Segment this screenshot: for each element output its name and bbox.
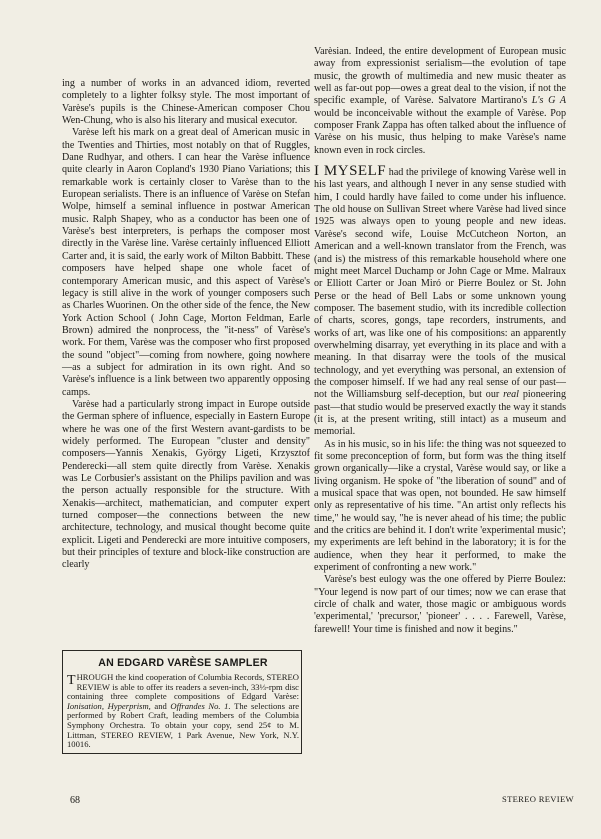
sampler-box [62, 650, 302, 754]
article-paragraph: I MYSELF had the privilege of knowing Varèse well in his last years, and although I never in any sense studied with him, I could hardly have failed to come under his influence. The old house on Sullivan Street where Varèse had lived since 1925 was always open to young people and new ideas. Varèse's second wife, Louise McCutcheon Norton, an American and a well-known translator from the French, was (and is) the mistress of this remarkable household where one might meet Marcel Duchamp or John Cage or Mme. Malraux or Elliott Carter or Joan Miró or Pierre Boulez or St. John Perse or the head of Bell Labs or some unknown young composer. The basement studio, with its incredible collection of charts, scores, gongs, tape recorders, instruments, and works of art, was like one of his compositions: an apparently overwhelming disarray, yet everything in its place and with a meaning. In that disarray were the tools of the musical technology, and yet everything was personal, an extension of the composer himself. If we had any real sense of our past—not the Williamsburg self-deception, but our real pioneering past—that studio would be preserved exactly the way it stands (it is, at the present writing, still intact) as a museum and memorial. [314, 163, 567, 438]
section-lead: I MYSELF [314, 163, 387, 180]
sampler-title: AN EDGARD VARÈSE SAMPLER [98, 657, 268, 669]
sampler-work-offrandes: Offrandes No. 1. [170, 700, 231, 711]
page-number: 68 [70, 795, 80, 806]
article-paragraph: Varèsian. Indeed, the entire development of European music away from expressionist serialism—the evolution of tape music, the growth of multimedia and new music theater as well as far-out pop—owes a great deal to the vision, if not the specific example, of Varèse. Salvatore Martirano's L's G A would be inconceivable without the example of Varèse. Pop composer Frank Zappa has often talked about the influence of Varèse on his music, thus helping to make Varèse's name known even in rock circles. [314, 46, 566, 156]
left-column [62, 78, 310, 572]
sampler-works: Ionisation, Hyperprism, [67, 700, 151, 711]
article-paragraph: As in his music, so in his life: the thing was not squeezed to fit some preconception of form, but form was the thing itself grown organically—like a crystal, Varèse would say, or like a living organism. He spoke of "the liberation of sound" and of a musical space that was open, not bounded. He saw himself only as representative of his time. "An artist only reflects his time," he would say, "he is never ahead of his time; the public and the critics are behind it. I don't write 'experimental music'; my experiments are left behind in the laboratory; it is for the audience, when they hear it performed, to make the experiment of confronting a new work." [314, 438, 566, 574]
article-paragraph: ing a number of works in an advanced idiom, reverted completely to a lighter folksy style. The most important of Varèse's pupils is the Chinese-American composer Chou Wen-Chung, who is also his literary and musical executor. [62, 78, 310, 127]
sampler-text: THROUGH the kind cooperation of Columbia Records, STEREO REVIEW is able to offer its readers a seven-inch, 33⅓-rpm disc containing three complete compositions of Edgard Varèse: Ionisation, Hyperprism, and Offrandes No. 1. The selections are performed by Robert Craft, leading members of the Columbia Symphony Orchestra. To obtain your copy, send 25¢ to M. Littman, STEREO REVIEW, 1 Park Avenue, New York, N.Y. 10016. [67, 672, 300, 750]
work-title: L's G A [531, 95, 566, 107]
sampler-drop-cap: T [67, 673, 76, 688]
magazine-name: STEREO REVIEW [502, 794, 574, 804]
right-column [314, 46, 566, 636]
article-paragraph: Varèse's best eulogy was the one offered by Pierre Boulez: "Your legend is now part of our times; now we can erase that circle of chalk and water, those magic or ambiguous words 'experimental,' 'precursor,' 'pioneer' . . . . Farewell, Varèse, farewell! Your time is finished and now it begins." [314, 574, 566, 635]
article-paragraph: Varèse left his mark on a great deal of American music in the Twenties and Thirties, most notably on that of Ruggles, Dane Rudhyar, and others. I can hear the Varèse influence quite clearly in Aaron Copland's 1930 Piano Variations; this remarkable work is certainly closer to Varèse than to the European serialists. There is an influence of Varèse on Stefan Wolpe, himself a seminal influence in postwar American music. Ralph Shapey, who as a conductor has been one of Varèse's best interpreters, is perhaps the composer most directly in the Varèse line. Varèse certainly influenced Elliott Carter and, it is said, the early work of Milton Babbitt. These composers have helped shape one whole facet of contemporary American music, and this aspect of Varèse's legacy is still alive in the work of younger composers such as Charles Wuorinen. On the other side of the fence, the New York Action School ( John Cage, Morton Feldman, Earle Brown) admired the nonprocess, the "it-ness" of Varèse's work. For them, Varèse was the composer who first proposed the sound "object"—coming from nowhere, going nowhere—as a subject for admiration in its own right. And so Varèse's influence is a link between two apparently opposing camps. [62, 127, 310, 398]
article-paragraph: Varèse had a particularly strong impact in Europe outside the German sphere of influence, especially in Eastern Europe where he was one of the first Western avant-gardists to be widely performed. The European "cluster and density" composers—Yannis Xenakis, György Ligeti, Krzysztof Penderecki—all stem quite directly from Varèse. Xenakis was Le Corbusier's assistant on the Philips pavilion and was the person actually responsible for the structure. With Xenakis—architect, mathematician, and computer expert turned composer—the connections between the new architecture, technology, and musical thought become quite explicit. Ligeti and Penderecki are more intuitive composers, but their principles of texture and block-like construction are clearly [62, 398, 310, 571]
